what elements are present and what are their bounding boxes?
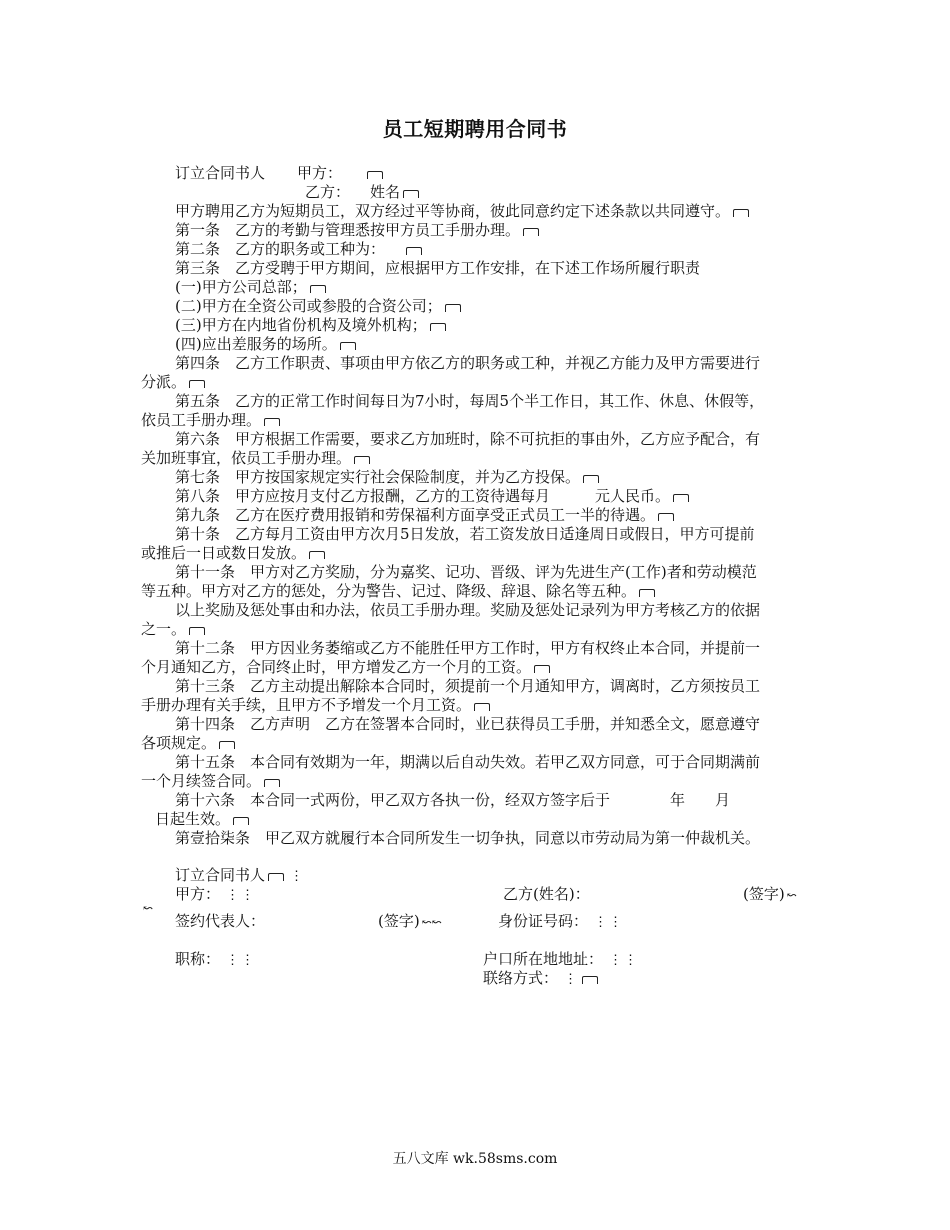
footer-source: 五八文库 wk.58sms.com	[392, 1151, 558, 1167]
clause-6: 第六条 甲方根据工作需要，要求乙方加班时，除不可抗拒的事由外，乙方应予配合，有	[175, 430, 761, 448]
paragraph-mark-icon	[264, 779, 280, 787]
field-marker-icon: ⋮⋮	[594, 915, 625, 930]
clause-note-cont: 之一。	[141, 620, 205, 639]
header-line-2	[305, 183, 419, 202]
header-line-1	[175, 164, 383, 183]
clause-12-cont: 个月通知乙方，合同终止时，甲方增发乙方一个月的工资。	[141, 658, 550, 677]
id-number: 身份证号码： ⋮⋮	[498, 912, 625, 930]
contact: 联络方式： ⋮	[483, 969, 598, 989]
party-b-name: 乙方(姓名)：	[503, 885, 590, 903]
clause-13: 第十三条 乙方主动提出解除本合同时，须提前一个月通知甲方，调离时，乙方须按员工	[175, 677, 761, 695]
paragraph-mark-icon	[430, 323, 446, 331]
clause-15: 第十五条 本合同有效期为一年，期满以后自动失效。若甲乙双方同意，可于合同期满前	[175, 753, 761, 771]
paragraph-mark-icon	[733, 209, 749, 217]
paragraph-mark-icon	[403, 190, 419, 198]
clause-1: 第一条 乙方的考勤与管理悉按甲方员工手册办理。	[175, 221, 539, 240]
clause-15-cont: 一个月续签合同。	[141, 772, 280, 791]
header-party-a: 甲方：	[297, 164, 343, 182]
paragraph-mark-icon	[406, 247, 422, 255]
header-party-b: 乙方：	[305, 183, 351, 201]
place-4: (四)应出差服务的场所。	[175, 335, 356, 354]
document-title: 员工短期聘用合同书	[382, 117, 568, 141]
paragraph-mark-icon	[582, 976, 598, 984]
paragraph-mark-icon	[445, 304, 461, 312]
clause-3: 第三条 乙方受聘于甲方期间，应根据甲方工作安排，在下述工作场所履行职责	[175, 259, 701, 277]
paragraph-mark-icon	[340, 342, 356, 350]
clause-11-cont: 等五种。甲方对乙方的惩处，分为警告、记过、降级、辞退、除名等五种。	[141, 582, 655, 601]
clause-12: 第十二条 甲方因业务萎缩或乙方不能胜任甲方工作时，甲方有权终止本合同，并提前一	[175, 639, 761, 657]
paragraph-mark-icon	[658, 513, 674, 521]
clause-10-cont: 或推后一日或数日发放。	[141, 544, 325, 563]
position: 职称： ⋮⋮	[175, 950, 257, 968]
party-b-signature: (签字) ↜	[743, 885, 797, 903]
clause-10: 第十条 乙方每月工资由甲方次月5日发放，若工资发放日适逢周日或假日，甲方可提前	[175, 525, 755, 543]
place-2: (二)甲方在全资公司或参股的合资公司；	[175, 297, 461, 316]
clause-9: 第九条 乙方在医疗费用报销和劳保福利方面享受正式员工一半的待遇。	[175, 506, 674, 525]
clause-8: 第八条 甲方应按月支付乙方报酬，乙方的工资待遇每月 元人民币。	[175, 487, 689, 506]
clause-5: 第五条 乙方的正常工作时间每日为7小时，每周5个半工作日，其工作、休息、休假等，	[175, 392, 765, 410]
representative-signature: (签字) ↜↜	[378, 912, 442, 930]
paragraph-mark-icon	[309, 551, 325, 559]
party-a-sign: 甲方： ⋮⋮	[175, 885, 257, 903]
clause-11: 第十一条 甲方对乙方奖励，分为嘉奖、记功、晋级、评为先进生产(工作)者和劳动模范	[175, 563, 757, 581]
paragraph-mark-icon	[268, 873, 284, 881]
paragraph-mark-icon	[310, 285, 326, 293]
clause-7: 第七条 甲方按国家规定实行社会保险制度，并为乙方投保。	[175, 468, 599, 487]
paragraph-mark-icon	[264, 418, 280, 426]
field-marker-icon: ⋮⋮	[609, 953, 640, 968]
header-name-label: 姓名	[370, 183, 401, 201]
clause-note: 以上奖励及惩处事由和办法，依员工手册办理。奖励及惩处记录列为甲方考核乙方的依据	[175, 601, 761, 619]
signature-label: 订立合同书人 ⋮	[175, 866, 306, 884]
paragraph-mark-icon	[189, 627, 205, 635]
clause-5-cont: 依员工手册办理。	[141, 411, 280, 430]
header-label: 订立合同书人	[175, 164, 266, 182]
anchor-icon: ↜	[143, 901, 154, 915]
paragraph-mark-icon	[534, 665, 550, 673]
paragraph-mark-icon	[219, 741, 235, 749]
clause-14-cont: 各项规定。	[141, 734, 235, 753]
clause-2: 第二条 乙方的职务或工种为：	[175, 240, 422, 259]
field-marker-icon: ⋮	[564, 972, 580, 987]
paragraph-mark-icon	[189, 380, 205, 388]
clause-17: 第壹拾柒条 甲乙双方就履行本合同所发生一切争执，同意以市劳动局为第一仲裁机关。	[175, 829, 761, 847]
paragraph-mark-icon	[474, 703, 490, 711]
field-marker-icon: ⋮	[290, 869, 306, 884]
clause-13-cont: 手册办理有关手续，且甲方不予增发一个月工资。	[141, 696, 490, 715]
clause-16-cont: 日起生效。	[155, 810, 249, 829]
clause-4: 第四条 乙方工作职责、事项由甲方依乙方的职务或工种，并视乙方能力及甲方需要进行	[175, 354, 761, 372]
paragraph-mark-icon	[233, 817, 249, 825]
representative-sign: 签约代表人：	[175, 912, 266, 930]
paragraph-mark-icon	[367, 171, 383, 179]
household-address: 户口所在地地址： ⋮⋮	[483, 950, 640, 968]
anchor-icon: ↜↜	[421, 915, 442, 929]
place-3: (三)甲方在内地省份机构及境外机构；	[175, 316, 446, 335]
paragraph-mark-icon	[639, 589, 655, 597]
field-marker-icon: ⋮⋮	[226, 953, 257, 968]
paragraph-mark-icon	[673, 494, 689, 502]
clause-4-cont: 分派。	[141, 373, 205, 392]
paragraph-mark-icon	[354, 456, 370, 464]
place-1: (一)甲方公司总部；	[175, 278, 326, 297]
clause-16: 第十六条 本合同一式两份，甲乙双方各执一份，经双方签字后于 年 月	[175, 791, 731, 809]
paragraph-mark-icon	[583, 475, 599, 483]
paragraph-mark-icon	[523, 228, 539, 236]
clause-6-cont: 关加班事宜，依员工手册办理。	[141, 449, 370, 468]
field-marker-icon: ⋮⋮	[226, 888, 257, 903]
clause-intro: 甲方聘用乙方为短期员工，双方经过平等协商，彼此同意约定下述条款以共同遵守。	[175, 202, 749, 221]
anchor-icon: ↜	[786, 888, 797, 902]
clause-14: 第十四条 乙方声明 乙方在签署本合同时，业已获得员工手册，并知悉全文，愿意遵守	[175, 715, 761, 733]
